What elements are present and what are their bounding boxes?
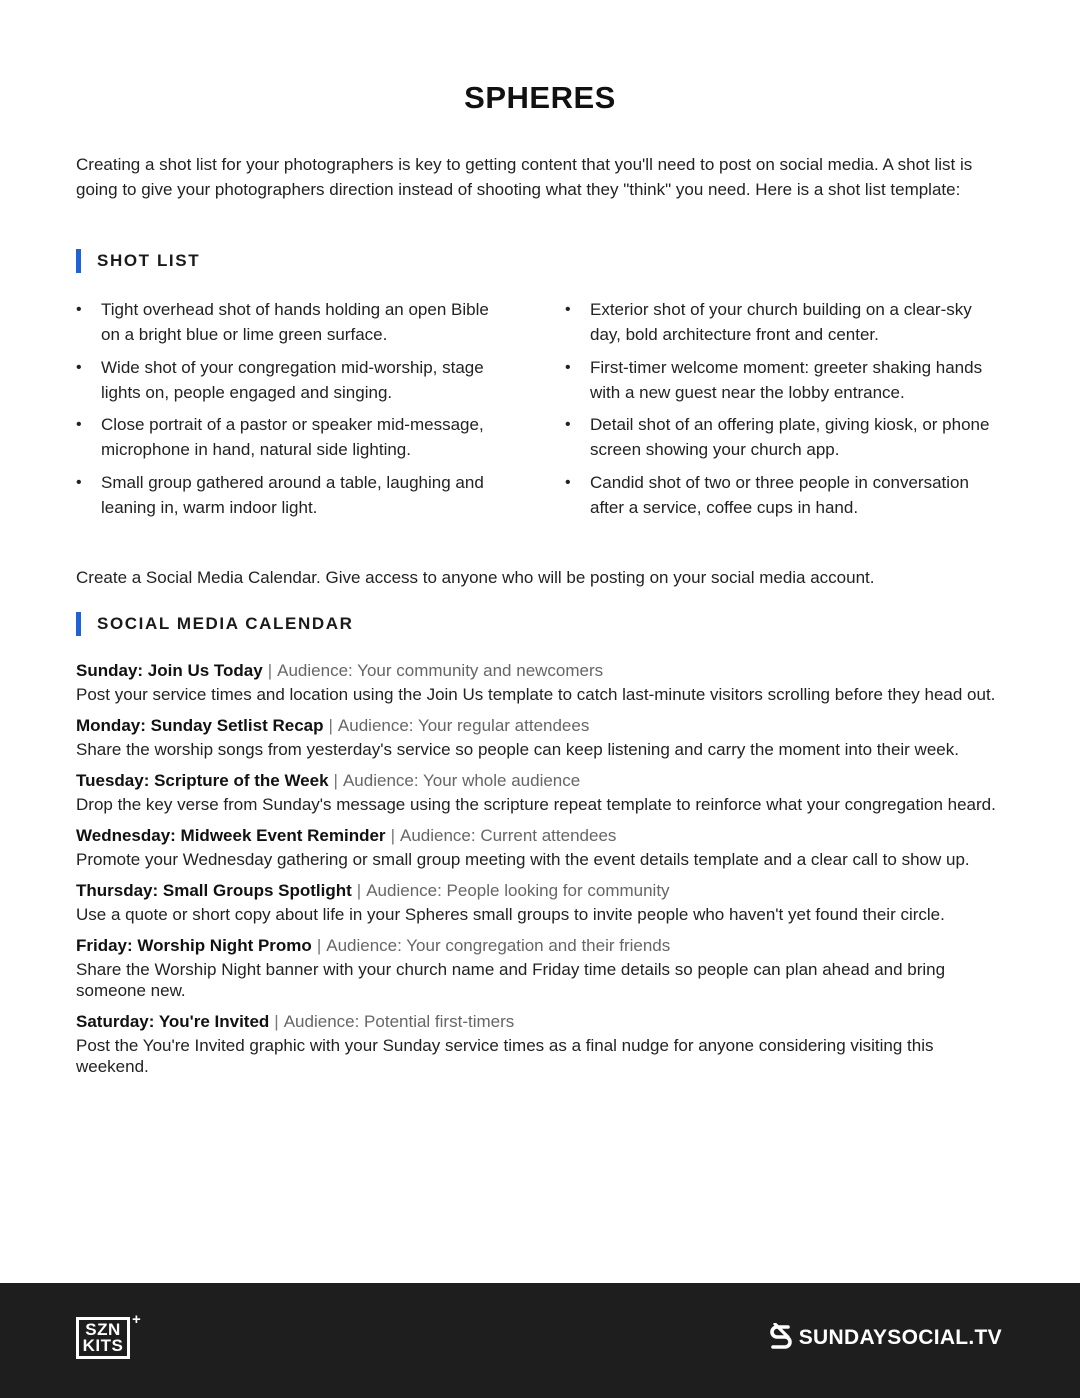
sunday-social-s-icon — [769, 1323, 793, 1353]
section-accent-bar — [76, 249, 81, 273]
bullet-icon: • — [76, 416, 82, 433]
calendar-entry-wednesday — [76, 823, 1004, 870]
bullet-icon: • — [76, 301, 82, 318]
shot-list-item: • Detail shot of an offering plate, giving kiosk, or phone screen showing your church app. — [565, 412, 995, 462]
shot-list-left-column — [76, 297, 506, 527]
bullet-icon: • — [565, 416, 571, 433]
calendar-description: Post your service times and location using the Join Us template to catch last-minute visitors scrolling before they head out. — [76, 685, 996, 704]
shot-list-item: • Exterior shot of your church building on a clear-sky day, bold architecture front and center. — [565, 297, 995, 347]
calendar-description: Drop the key verse from Sunday's message using the scripture repeat template to reinforce what your congregation heard. — [76, 795, 996, 814]
section-accent-bar — [76, 612, 81, 636]
calendar-day-title: Monday: Sunday Setlist Recap — [76, 716, 324, 735]
shot-list-item: • Candid shot of two or three people in conversation after a service, coffee cups in hand. — [565, 470, 995, 520]
bullet-icon: • — [565, 358, 571, 376]
separator: | — [274, 1012, 279, 1031]
page-title: SPHERES — [464, 80, 616, 115]
shot-list-heading-label: SHOT LIST — [97, 251, 201, 270]
calendar-audience: Audience: Your community and newcomers — [277, 661, 604, 680]
calendar-day-title: Sunday: Join Us Today — [76, 661, 263, 680]
shot-list-right-column — [565, 297, 995, 527]
calendar-description: Use a quote or short copy about life in your Spheres small groups to invite people who haven't yet found their circle. — [76, 905, 945, 924]
plus-icon: + — [132, 1311, 141, 1328]
calendar-description: Share the worship songs from yesterday's service so people can keep listening and carry the moment into their week. — [76, 740, 959, 759]
calendar-day-title: Saturday: You're Invited — [76, 1012, 270, 1031]
bullet-icon: • — [76, 473, 82, 491]
separator: | — [316, 936, 322, 955]
calendar-entry-sunday — [76, 658, 1004, 705]
intro-paragraph: Creating a shot list for your photographers is key to getting content that you'll need to post on social media. A shot list is going to give your photographers direction instead of shooting what they "think" you need. Here is a shot list template: — [76, 155, 973, 199]
calendar-description: Post the You're Invited graphic with your Sunday service times as a final nudge for anyone considering visiting this weekend. — [76, 1036, 934, 1076]
calendar-audience: Audience: People looking for community — [366, 881, 670, 900]
calendar-heading-label: SOCIAL MEDIA CALENDAR — [97, 614, 354, 633]
shot-list-item: • Close portrait of a pastor or speaker mid-message, microphone in hand, natural side lighting. — [76, 412, 506, 462]
calendar-heading — [76, 612, 1004, 636]
shot-list-item: • Tight overhead shot of hands holding an open Bible on a bright blue or lime green surface. — [76, 297, 506, 347]
sunday-social-wordmark: SUNDAYSOCIAL.TV — [798, 1326, 1002, 1349]
footer — [0, 1283, 1080, 1398]
calendar-day-title: Friday: Worship Night Promo — [76, 936, 312, 955]
calendar-audience: Audience: Your regular attendees — [337, 716, 590, 735]
separator: | — [333, 771, 338, 790]
calendar-entry-monday — [76, 713, 1004, 760]
sunday-social-logo — [769, 1323, 1002, 1353]
separator: | — [390, 826, 395, 845]
shot-list-item: • Wide shot of your congregation mid-worship, stage lights on, people engaged and singing. — [76, 355, 506, 405]
calendar-day-title: Wednesday: Midweek Event Reminder — [76, 826, 386, 845]
calendar-intro-paragraph: Create a Social Media Calendar. Give access to anyone who will be posting on your social media account. — [76, 568, 875, 587]
calendar-description: Share the Worship Night banner with your church name and Friday time details so people can plan ahead and bring someone new. — [76, 960, 946, 1000]
bullet-icon: • — [76, 358, 82, 376]
shot-list-item: • Small group gathered around a table, laughing and leaning in, warm indoor light. — [76, 470, 506, 520]
calendar-list — [76, 658, 1004, 1085]
calendar-audience: Audience: Potential first-timers — [283, 1012, 515, 1031]
calendar-day-title: Thursday: Small Groups Spotlight — [76, 881, 352, 900]
separator: | — [267, 661, 273, 680]
calendar-audience: Audience: Your whole audience — [342, 771, 581, 790]
szn-kits-logo: SZN KITS — [76, 1317, 130, 1359]
shot-list-item: • First-timer welcome moment: greeter shaking hands with a new guest near the lobby entrance. — [565, 355, 995, 405]
calendar-entry-saturday — [76, 1009, 1004, 1077]
calendar-entry-friday — [76, 933, 1004, 1001]
bullet-icon: • — [565, 473, 571, 491]
separator: | — [328, 716, 333, 735]
calendar-audience: Audience: Your congregation and their friends — [326, 936, 671, 955]
calendar-day-title: Tuesday: Scripture of the Week — [76, 771, 329, 790]
shot-list-heading — [76, 249, 1004, 273]
calendar-description: Promote your Wednesday gathering or small group meeting with the event details template and a clear call to show up. — [76, 850, 970, 869]
calendar-entry-thursday — [76, 878, 1004, 925]
bullet-icon: • — [565, 301, 571, 318]
calendar-audience: Audience: Current attendees — [399, 826, 617, 845]
calendar-entry-tuesday — [76, 768, 1004, 815]
separator: | — [356, 881, 362, 900]
